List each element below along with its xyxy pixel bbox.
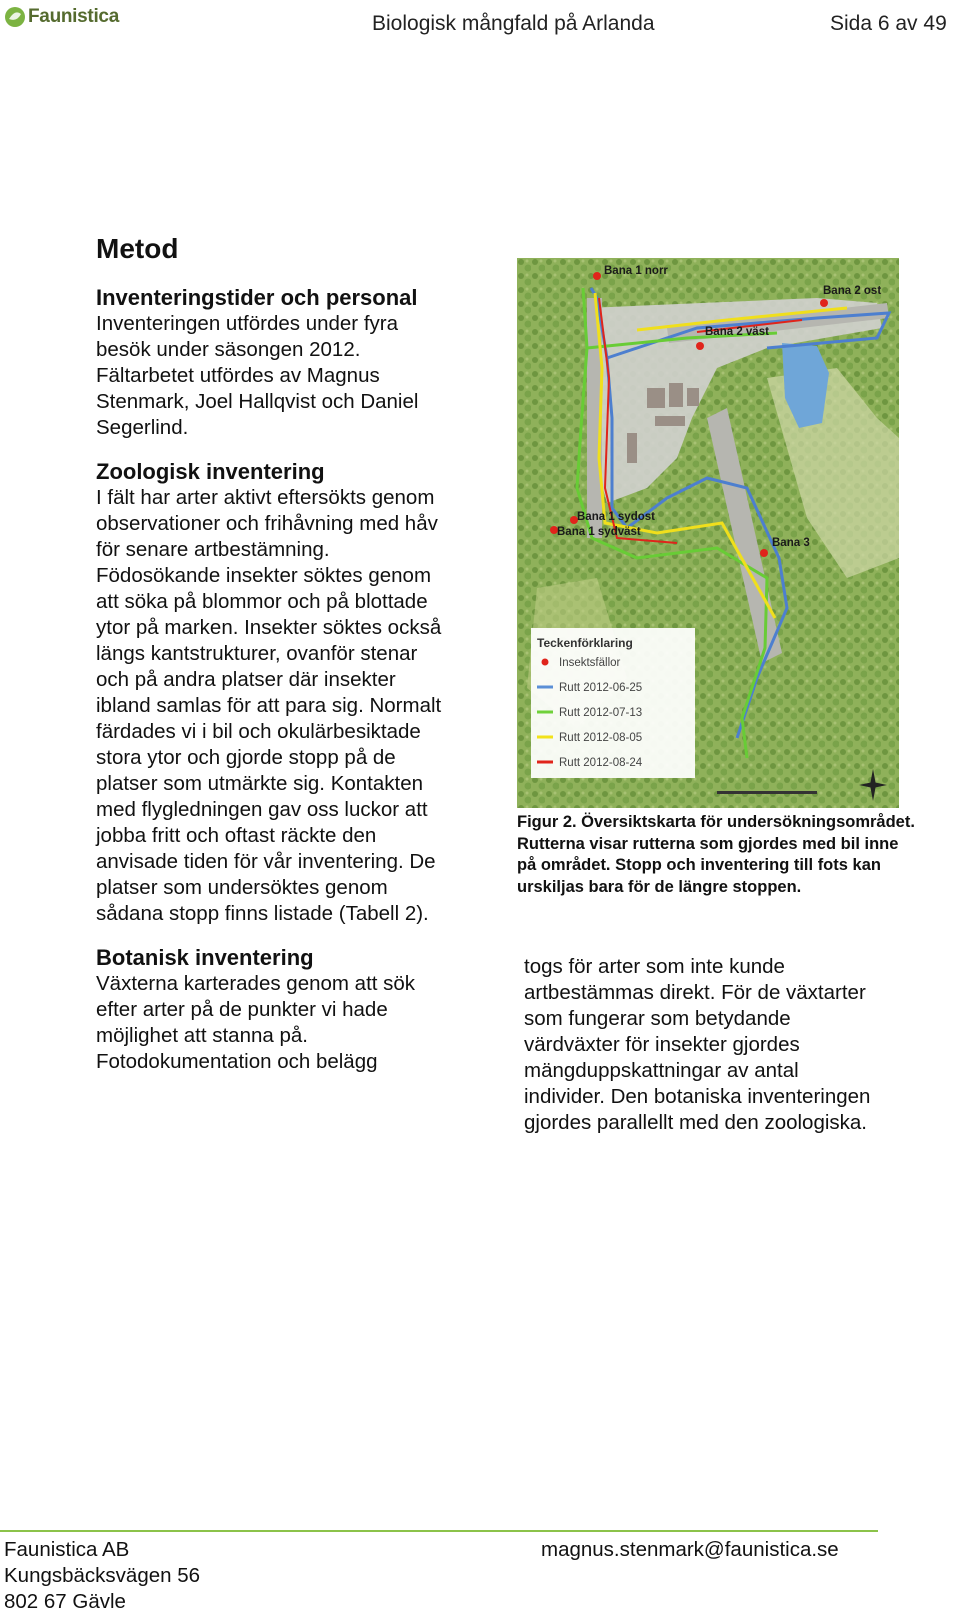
label-bana-1-sydvast: Bana 1 sydväst (557, 526, 641, 538)
legend-title: Teckenförklaring (537, 636, 633, 650)
paragraph-personal: Inventeringen utfördes under fyra besök under säsongen 2012. Fältarbetet utfördes av Magnus Stenmark, Joel Hallqvist och Daniel Segerlind. (96, 312, 419, 439)
legend-symbol (542, 659, 549, 666)
legend-label: Rutt 2012-08-24 (559, 757, 643, 769)
overview-map (517, 258, 899, 808)
label-bana-1-norr: Bana 1 norr (604, 265, 668, 277)
left-column (96, 233, 456, 1075)
map-legend (531, 628, 695, 778)
section-heading: Metod (96, 233, 179, 264)
brand-name: Faunistica (28, 6, 119, 27)
figure-caption: Figur 2. Översiktskarta för undersökningsområdet. Rutterna visar rutterna som gjordes med bil inne på området. Stopp och inventering till fots kan urskiljas bara för de längre stoppen. (517, 813, 915, 896)
legend-label: Insektsfällor (559, 657, 621, 669)
label-bana-1-sydost: Bana 1 sydost (577, 511, 655, 523)
label-bana-2-ost: Bana 2 ost (823, 285, 882, 297)
legend-label: Rutt 2012-07-13 (559, 707, 643, 719)
legend-label: Rutt 2012-06-25 (559, 682, 643, 694)
subheading-personal: Inventeringstider och personal (96, 285, 418, 310)
right-column-paragraph: togs för arter som inte kunde artbestämmas direkt. För de växtarter som fungerar som betydande värdväxter för insekter gjordes mängduppskattningar av antal individer. Den botaniska inventeringen gjordes parallellt med den zoologiska. (524, 955, 871, 1134)
footer-city: 802 67 Gävle (4, 1590, 126, 1613)
label-bana-3: Bana 3 (772, 537, 810, 549)
leaf-logo-icon (4, 6, 26, 28)
footer-email: magnus.stenmark@faunistica.se (541, 1538, 839, 1561)
page-number: Sida 6 av 49 (830, 12, 947, 35)
footer-address (4, 1537, 200, 1615)
faunistica-logo (4, 6, 119, 28)
label-bana-2-vast: Bana 2 väst (705, 326, 769, 338)
scale-bar (717, 791, 817, 794)
paragraph-zoologisk: I fält har arter aktivt eftersökts genom observationer och frihåvning med håv för senare artbestämning. Födosökande insekter söktes genom att söka på blommor och på blottade ytor på marken. Insekter söktes också längs kantstrukturer, ovanför stenar och på andra platser där insekter ibland samlas för att para sig. Normalt färdades vi i bil och okulärbesiktade stora ytor och gjorde stopp på de platser som utmärkte sig. Kontakten med flygledningen gav oss luckor att jobba fritt och oftast räckte den anvisade tiden för vår inventering. De platser som undersöktes genom sådana stopp finns listade (Tabell 2). (96, 486, 442, 925)
footer-street: Kungsbäcksvägen 56 (4, 1564, 201, 1587)
document-title: Biologisk mångfald på Arlanda (372, 12, 655, 35)
subheading-botanisk: Botanisk inventering (96, 945, 314, 970)
footer-company: Faunistica AB (4, 1538, 130, 1561)
paragraph-botanisk: Växterna karterades genom att sök efter arter på de punkter vi hade möjlighet att stanna på. Fotodokumentation och belägg (96, 972, 416, 1073)
subheading-zoologisk: Zoologisk inventering (96, 459, 325, 484)
legend-label: Rutt 2012-08-05 (559, 732, 643, 744)
footer-divider (0, 1530, 878, 1532)
